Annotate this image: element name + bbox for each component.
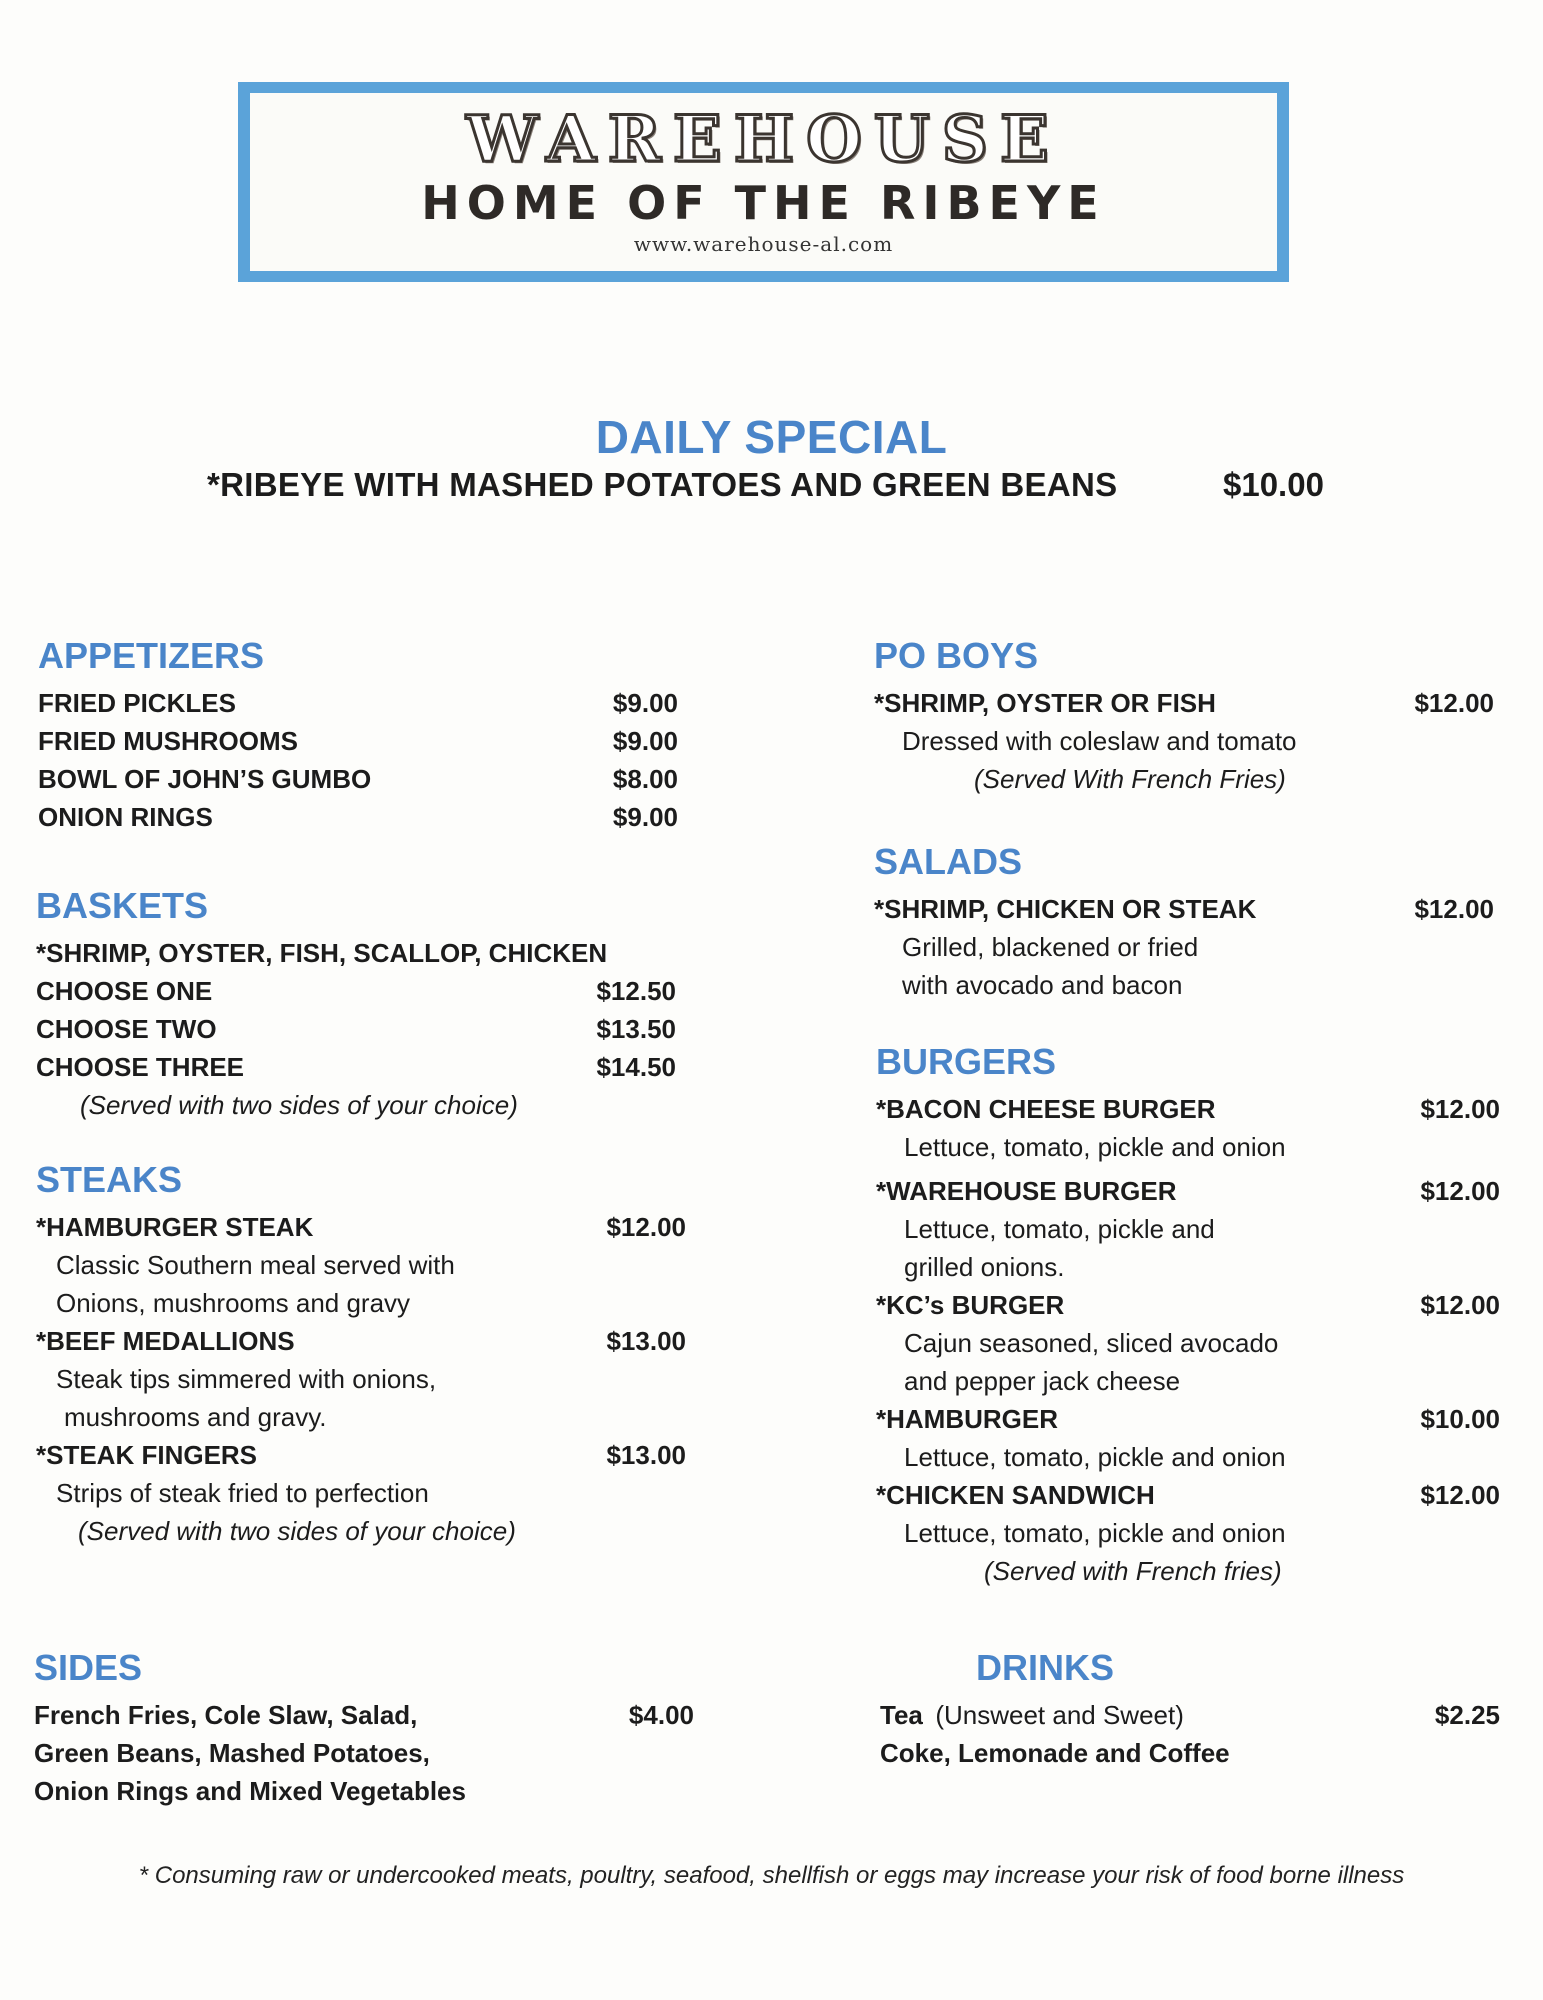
item-description: with avocado and bacon bbox=[902, 970, 1183, 1000]
drinks-heading: DRINKS bbox=[976, 1647, 1115, 1688]
drinks-tea-detail: (Unsweet and Sweet) bbox=[935, 1700, 1184, 1730]
item-price: $12.50 bbox=[596, 976, 676, 1006]
steaks-section bbox=[36, 1158, 686, 1550]
item-description: Lettuce, tomato, pickle and onion bbox=[904, 1442, 1286, 1472]
menu-item bbox=[38, 798, 678, 836]
item-name: *KC’s BURGER bbox=[876, 1290, 1065, 1320]
item-description: and pepper jack cheese bbox=[904, 1366, 1181, 1396]
item-price: $13.00 bbox=[606, 1326, 686, 1356]
drinks-tea bbox=[880, 1696, 1184, 1734]
baskets-choices: *SHRIMP, OYSTER, FISH, SCALLOP, CHICKEN bbox=[36, 938, 608, 968]
steaks-note: (Served with two sides of your choice) bbox=[78, 1516, 516, 1546]
sides-section bbox=[34, 1646, 694, 1810]
sides-list-line: Onion Rings and Mixed Vegetables bbox=[34, 1776, 466, 1806]
item-name: *STEAK FINGERS bbox=[36, 1440, 258, 1470]
item-name: *BEEF MEDALLIONS bbox=[36, 1326, 295, 1356]
menu-item bbox=[38, 684, 678, 722]
item-description: Lettuce, tomato, pickle and bbox=[904, 1214, 1215, 1244]
menu-item bbox=[36, 1048, 676, 1086]
food-safety-disclaimer: * Consuming raw or undercooked meats, poultry, seafood, shellfish or eggs may increase your risk of food borne illness bbox=[138, 1862, 1405, 1889]
menu-item bbox=[876, 1286, 1500, 1324]
daily-special-item: *RIBEYE WITH MASHED POTATOES AND GREEN BEANS bbox=[207, 466, 1118, 503]
logo-banner bbox=[238, 82, 1289, 282]
item-price: $12.00 bbox=[1420, 1176, 1500, 1206]
menu-item bbox=[36, 1010, 676, 1048]
burgers-note: (Served with French fries) bbox=[984, 1556, 1282, 1586]
logo-url: www.warehouse-al.com bbox=[633, 232, 894, 257]
po-boys-note: (Served With French Fries) bbox=[974, 764, 1286, 794]
baskets-heading: BASKETS bbox=[36, 885, 209, 926]
drinks-line: Coke, Lemonade and Coffee bbox=[880, 1738, 1230, 1768]
item-description: grilled onions. bbox=[904, 1252, 1065, 1282]
burgers-section bbox=[876, 1040, 1500, 1590]
drinks-section bbox=[880, 1646, 1500, 1772]
item-price: $9.00 bbox=[612, 726, 678, 756]
drinks-row bbox=[880, 1696, 1500, 1734]
item-name: CHOOSE ONE bbox=[36, 976, 213, 1006]
item-price: $12.00 bbox=[1414, 894, 1494, 924]
drinks-price: $2.25 bbox=[1434, 1700, 1500, 1730]
logo-wordmark: WAREHOUSE bbox=[466, 101, 1061, 177]
menu-item bbox=[36, 972, 676, 1010]
item-price: $8.00 bbox=[612, 764, 678, 794]
item-price: $12.00 bbox=[1414, 688, 1494, 718]
baskets-section bbox=[36, 884, 676, 1124]
item-name: *HAMBURGER STEAK bbox=[36, 1212, 314, 1242]
menu-item bbox=[876, 1090, 1500, 1128]
menu-item bbox=[36, 1208, 686, 1246]
menu-item bbox=[876, 1476, 1500, 1514]
item-name: CHOOSE TWO bbox=[36, 1014, 217, 1044]
item-description: Onions, mushrooms and gravy bbox=[56, 1288, 411, 1318]
item-price: $9.00 bbox=[612, 802, 678, 832]
item-price: $12.00 bbox=[1420, 1094, 1500, 1124]
menu-item bbox=[38, 722, 678, 760]
item-description: Lettuce, tomato, pickle and onion bbox=[904, 1518, 1286, 1548]
sides-heading: SIDES bbox=[34, 1647, 143, 1688]
item-name: *BACON CHEESE BURGER bbox=[876, 1094, 1216, 1124]
menu-item bbox=[876, 1172, 1500, 1210]
item-price: $14.50 bbox=[596, 1052, 676, 1082]
menu-item bbox=[874, 684, 1494, 722]
menu-item bbox=[36, 1322, 686, 1360]
logo-inner bbox=[250, 93, 1277, 271]
item-name: *HAMBURGER bbox=[876, 1404, 1058, 1434]
item-price: $12.00 bbox=[606, 1212, 686, 1242]
item-description: Lettuce, tomato, pickle and onion bbox=[904, 1132, 1286, 1162]
item-description: Steak tips simmered with onions, bbox=[56, 1364, 437, 1394]
item-name: *CHICKEN SANDWICH bbox=[876, 1480, 1155, 1510]
menu-item bbox=[876, 1400, 1500, 1438]
item-price: $9.00 bbox=[612, 688, 678, 718]
item-name: FRIED PICKLES bbox=[38, 688, 236, 718]
drinks-tea-name: Tea bbox=[880, 1700, 923, 1730]
item-description: Classic Southern meal served with bbox=[56, 1250, 455, 1280]
appetizers-heading: APPETIZERS bbox=[38, 635, 265, 676]
item-name: FRIED MUSHROOMS bbox=[38, 726, 298, 756]
item-name: CHOOSE THREE bbox=[36, 1052, 245, 1082]
item-description: Dressed with coleslaw and tomato bbox=[902, 726, 1297, 756]
item-description: Strips of steak fried to perfection bbox=[56, 1478, 429, 1508]
item-price: $12.00 bbox=[1420, 1290, 1500, 1320]
menu-item bbox=[36, 1436, 686, 1474]
item-price: $13.00 bbox=[606, 1440, 686, 1470]
appetizers-section bbox=[38, 634, 678, 836]
sides-list-line: French Fries, Cole Slaw, Salad, bbox=[34, 1700, 418, 1730]
sides-list-line: Green Beans, Mashed Potatoes, bbox=[34, 1738, 430, 1768]
po-boys-heading: PO BOYS bbox=[874, 635, 1039, 676]
baskets-note: (Served with two sides of your choice) bbox=[80, 1090, 518, 1120]
daily-special-price: $10.00 bbox=[1223, 466, 1324, 503]
item-name: *SHRIMP, CHICKEN OR STEAK bbox=[874, 894, 1257, 924]
item-name: ONION RINGS bbox=[38, 802, 213, 832]
item-description: mushrooms and gravy. bbox=[64, 1402, 327, 1432]
item-description: Cajun seasoned, sliced avocado bbox=[904, 1328, 1279, 1358]
item-name: BOWL OF JOHN’S GUMBO bbox=[38, 764, 372, 794]
sides-price: $4.00 bbox=[628, 1700, 694, 1730]
salads-section bbox=[874, 840, 1494, 1004]
item-price: $13.50 bbox=[596, 1014, 676, 1044]
logo-tagline: HOME OF THE RIBEYE bbox=[421, 175, 1106, 230]
item-name: *SHRIMP, OYSTER OR FISH bbox=[874, 688, 1216, 718]
burgers-heading: BURGERS bbox=[876, 1041, 1057, 1082]
item-name: *WAREHOUSE BURGER bbox=[876, 1176, 1177, 1206]
item-description: Grilled, blackened or fried bbox=[902, 932, 1199, 962]
steaks-heading: STEAKS bbox=[36, 1159, 183, 1200]
menu-item bbox=[38, 760, 678, 798]
sides-row bbox=[34, 1696, 694, 1734]
daily-special-title: DAILY SPECIAL bbox=[595, 411, 948, 463]
po-boys-section bbox=[874, 634, 1494, 798]
salads-heading: SALADS bbox=[874, 841, 1023, 882]
menu-item bbox=[874, 890, 1494, 928]
item-price: $10.00 bbox=[1420, 1404, 1500, 1434]
item-price: $12.00 bbox=[1420, 1480, 1500, 1510]
